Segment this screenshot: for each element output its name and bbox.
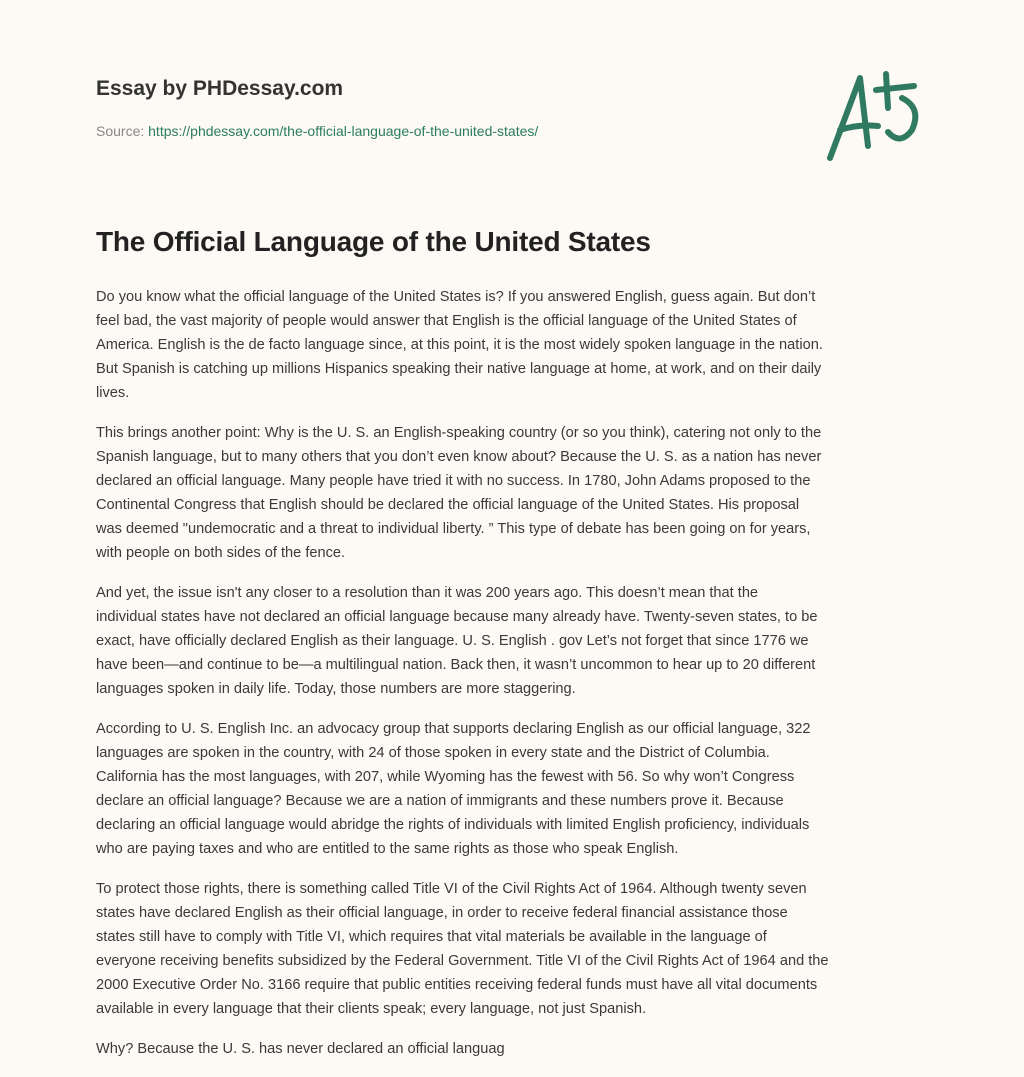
source-line: [96, 123, 538, 139]
paragraph-line: This brings another point: Why is the U. S. an English-speaking country (or so you think), catering not only to the: [96, 425, 822, 441]
paragraph-line: languages are spoken in the country, with 24 of those spoken in every state and the District of Columbia.: [96, 745, 770, 761]
source-label: Source:: [96, 123, 145, 139]
paragraph-line: Spanish language, but to many others that you don’t even know about? Because the U. S. as a nation has never: [96, 449, 822, 465]
paragraph-line: According to U. S. English Inc. an advocacy group that supports declaring English as our official language, 322: [96, 721, 811, 737]
paragraph-line: with people on both sides of the fence.: [96, 545, 346, 561]
essay-paragraph: [96, 1037, 936, 1061]
essay-body: [96, 285, 936, 1077]
source-link[interactable]: https://phdessay.com/the-official-language-of-the-united-states/: [148, 123, 539, 139]
paragraph-line: who are paying taxes and who are entitled to the same rights as those who speak English.: [96, 841, 679, 857]
paragraph-line: have been—and continue to be—a multilingual nation. Back then, it wasn’t uncommon to hear up to 20 different: [96, 657, 816, 673]
paragraph-line: lives.: [96, 385, 130, 401]
essay-paragraph: [96, 285, 936, 405]
paragraph-line: And yet, the issue isn't any closer to a resolution than it was 200 years ago. This doesn’t mean that the: [96, 585, 759, 601]
paragraph-line: individual states have not declared an official language because many already have. Twenty-seven states, to be: [96, 609, 818, 625]
essay-paragraph: [96, 421, 936, 565]
paragraph-line: declared an official language. Many people have tried it with no success. In 1780, John Adams proposed to the: [96, 473, 811, 489]
paragraph-line: was deemed "undemocratic and a threat to individual liberty. ” This type of debate has been going on for years,: [96, 521, 811, 537]
paragraph-line: 2000 Executive Order No. 3166 require that public entities receiving federal funds must have all vital documents: [96, 977, 818, 993]
site-brand: Essay by PHDessay.com: [96, 77, 344, 100]
paragraph-line: Do you know what the official language of the United States is? If you answered English, guess again. But don’t: [96, 289, 816, 305]
paragraph-line: Continental Congress that English should be declared the official language of the United States. His proposal: [96, 497, 800, 513]
paragraph-line: languages spoken in daily life. Today, those numbers are more staggering.: [96, 681, 576, 697]
paragraph-line: declaring an official language would abridge the rights of individuals with limited English proficiency, individuals: [96, 817, 810, 833]
a-plus-logo-icon: [818, 68, 928, 164]
paragraph-line: But Spanish is catching up millions Hispanics speaking their native language at home, at work, and on their daily: [96, 361, 822, 377]
essay-paragraph: [96, 717, 936, 861]
paragraph-line: declare an official language? Because we are a nation of immigrants and these numbers prove it. Because: [96, 793, 784, 809]
essay-paragraph: [96, 877, 936, 1021]
paragraph-line: feel bad, the vast majority of people would answer that English is the official language of the United States of: [96, 313, 797, 329]
paragraph-line: California has the most languages, with 207, while Wyoming has the fewest with 56. So why won’t Congress: [96, 769, 795, 785]
paragraph-line: Why? Because the U. S. has never declared an official languag: [96, 1041, 505, 1057]
paragraph-line: To protect those rights, there is something called Title VI of the Civil Rights Act of 1964. Although twenty seven: [96, 881, 807, 897]
paragraph-line: available in every language that their clients speak; every language, not just Spanish.: [96, 1001, 647, 1017]
paragraph-line: exact, have officially declared English as their language. U. S. English . gov Let’s not forget that since 1776 we: [96, 633, 809, 649]
essay-title: The Official Language of the United States: [96, 226, 651, 257]
essay-paragraph: [96, 581, 936, 701]
paragraph-line: states have declared English as their official language, in order to receive federal financial assistance those: [96, 905, 788, 921]
paragraph-line: states still have to comply with Title VI, which requires that vital materials be available in the language of: [96, 929, 767, 945]
paragraph-line: America. English is the de facto language since, at this point, it is the most widely spoken language in the nation.: [96, 337, 823, 353]
paragraph-line: everyone receiving benefits subsidized by the Federal Government. Title VI of the Civil Rights Act of 1964 and the: [96, 953, 829, 969]
